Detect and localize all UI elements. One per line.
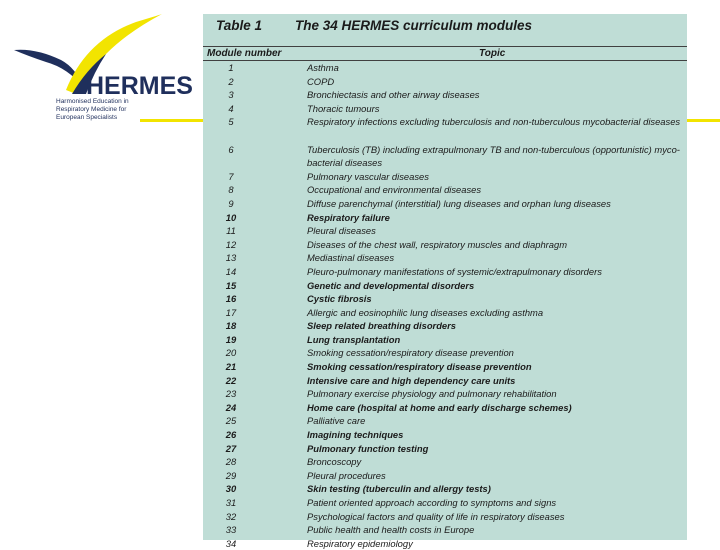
topic-cell: Imagining techniques [307,429,404,441]
module-number-cell: 23 [225,388,237,400]
table-row [203,387,687,401]
topic-cell: Smoking cessation/respiratory disease prevention [307,361,532,373]
table-row [203,224,687,238]
topic-cell: Palliative care [307,415,366,427]
module-number-cell: 28 [225,456,237,468]
topic-cell: Pleural diseases [307,225,376,237]
table-row [203,197,687,211]
topic-cell: Cystic fibrosis [307,293,372,305]
topic-cell: Respiratory failure [307,211,390,223]
table-row [203,455,687,469]
table-caption: The 34 HERMES curriculum modules [295,18,533,33]
table-row [203,333,687,347]
table-row [203,523,687,537]
table-row [203,238,687,252]
logo-wordmark: HERMES [86,72,193,100]
topic-cell: Respiratory epidemiology [307,537,413,549]
table-row [203,482,687,496]
table-row [203,292,687,306]
topic-cell: Occupational and environmental diseases [307,184,482,196]
table-row [203,510,687,524]
topic-cell: Sleep related breathing disorders [307,320,457,332]
table-row [203,75,687,89]
table-row [203,143,687,170]
table-body [203,61,687,550]
topic-cell: Diffuse parenchymal (interstitial) lung diseases and orphan lung diseases [307,197,611,209]
module-number-cell: 10 [225,211,237,223]
module-number-cell: 19 [225,333,237,345]
topic-cell: Public health and health costs in Europe [307,524,475,536]
module-number-cell: 22 [225,374,237,386]
table-row [203,442,687,456]
table-row [203,346,687,360]
module-number-cell: 18 [225,320,237,332]
table-row [203,61,687,75]
module-number-cell: 17 [225,306,237,318]
table-row [203,88,687,102]
module-number-cell: 2 [228,75,234,87]
table-row [203,496,687,510]
module-number-cell: 1 [228,62,234,73]
topic-cell: Pleural procedures [307,469,386,481]
module-number-cell: 24 [225,401,237,413]
table-row [203,115,687,142]
topic-cell: Genetic and developmental disorders [307,279,475,291]
module-number-cell: 9 [228,197,234,209]
curriculum-table [203,14,687,549]
module-number-cell: 30 [225,483,237,495]
topic-cell: Diseases of the chest wall, respiratory muscles and diaphragm [307,238,568,250]
module-number-cell: 15 [225,279,237,291]
table-row [203,279,687,293]
module-number-cell: 16 [225,293,237,305]
module-number-cell: 29 [225,469,237,481]
module-number-cell: 8 [228,184,234,196]
module-number-cell: 13 [225,252,237,264]
module-number-cell: 20 [225,347,237,359]
module-number-cell: 12 [225,238,237,250]
topic-cell: Psychological factors and quality of life in respiratory diseases [307,510,565,522]
topic-cell: Smoking cessation/respiratory disease prevention [307,347,514,359]
topic-cell: Bronchiectasis and other airway diseases [307,89,480,101]
topic-cell: COPD [307,75,335,87]
module-number-cell: 26 [225,429,237,441]
module-number-cell: 21 [225,361,237,373]
topic-cell: Broncoscopy [307,456,362,468]
topic-cell: Home care (hospital at home and early discharge schemes) [307,401,572,413]
table-row [203,170,687,184]
table-row [203,401,687,415]
hermes-logo [6,10,193,130]
table-row [203,183,687,197]
module-number-cell: 4 [228,102,234,114]
topic-cell: Pulmonary vascular diseases [307,170,429,182]
table-row [203,102,687,116]
logo-tagline-line: Harmonised Education in [56,98,129,105]
table-row [203,469,687,483]
header-module-number: Module number [207,48,282,59]
table-row [203,374,687,388]
module-number-cell: 7 [228,170,234,182]
module-number-cell: 6 [228,143,234,155]
topic-cell: Thoracic tumours [307,102,380,114]
module-number-cell: 25 [225,415,237,427]
module-number-cell: 27 [225,442,237,454]
topic-cell: Intensive care and high dependency care units [307,374,516,386]
topic-cell: Asthma [307,62,339,73]
table-row [203,265,687,279]
table-title [216,18,532,40]
table-row [203,414,687,428]
table-row [203,537,687,550]
topic-cell: Lung transplantation [307,333,401,345]
module-number-cell: 14 [225,265,237,277]
module-number-cell: 31 [225,497,237,508]
module-number-cell: 33 [225,524,237,536]
logo-tagline-line: European Specialists [56,114,118,121]
topic-cell: Patient oriented approach according to symptoms and signs [307,497,557,508]
logo-tagline-line: Respiratory Medicine for [56,106,127,113]
table-label: Table 1 [216,18,263,33]
header-topic: Topic [479,48,506,59]
module-number-cell: 34 [225,537,237,549]
topic-cell: Allergic and eosinophilic lung diseases excluding asthma [307,306,544,318]
topic-cell: Pleuro-pulmonary manifestations of systemic/extrapulmonary disorders [307,265,602,277]
topic-cell: Tuberculosis (TB) including extrapulmonary TB and non-tuberculous (opportunistic) myco-bacterial diseases [307,143,680,169]
topic-cell: Respiratory infections excluding tuberculosis and non-tuberculous mycobacterial diseases [307,116,681,128]
table-row [203,319,687,333]
table-header-row [203,46,687,61]
module-number-cell: 3 [228,89,234,101]
topic-cell: Pulmonary function testing [307,442,429,454]
table-row [203,211,687,225]
module-number-cell: 11 [226,225,236,237]
table-row [203,360,687,374]
module-number-cell: 32 [225,510,237,522]
topic-cell: Pulmonary exercise physiology and pulmonary rehabilitation [307,388,557,400]
table-row [203,306,687,320]
table-row [203,428,687,442]
topic-cell: Skin testing (tuberculin and allergy tests) [307,483,491,495]
table-row [203,251,687,265]
topic-cell: Mediastinal diseases [307,252,395,264]
module-number-cell: 5 [228,116,234,128]
